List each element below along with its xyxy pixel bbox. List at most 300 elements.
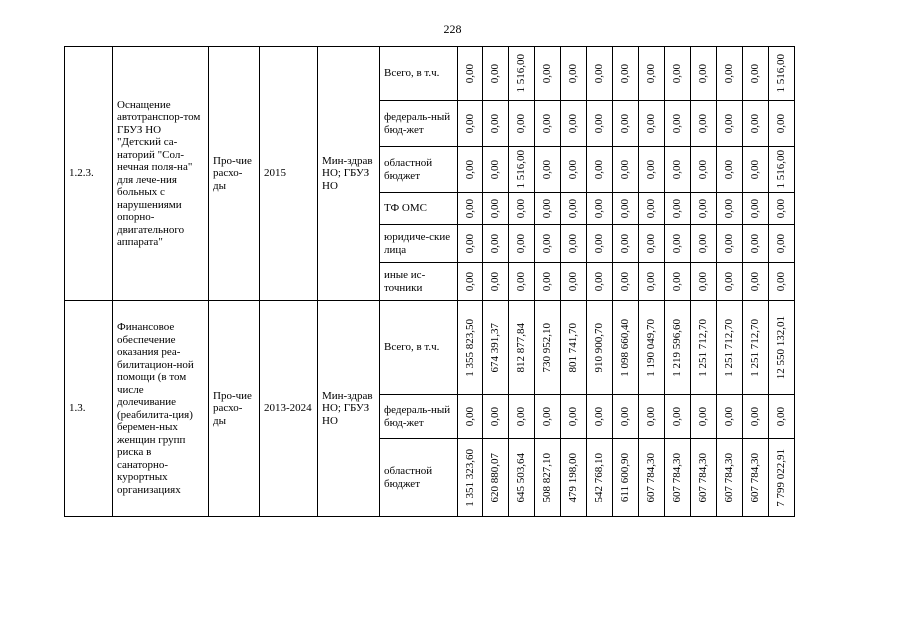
- value-text: 1 251 712,70: [697, 318, 710, 377]
- value-text: 0,00: [671, 406, 684, 427]
- value-wrap: [639, 114, 664, 133]
- value-cell: [509, 193, 535, 225]
- value-text: 0,00: [593, 198, 606, 219]
- value-cell: [535, 301, 561, 395]
- value-wrap: [587, 160, 612, 179]
- value-text: 0,00: [645, 233, 658, 254]
- value-text: 801 741,70: [567, 322, 580, 373]
- value-cell: [769, 47, 795, 101]
- value-text: 674 391,37: [489, 322, 502, 373]
- value-wrap: [691, 199, 716, 218]
- value-text: 812 877,84: [515, 322, 528, 373]
- value-cell: [665, 395, 691, 439]
- value-text: 0,00: [697, 233, 710, 254]
- value-cell: [483, 101, 509, 147]
- value-text: 0,00: [463, 113, 476, 134]
- value-wrap: [639, 160, 664, 179]
- page-number: 228: [443, 22, 462, 36]
- value-wrap: [561, 160, 586, 179]
- value-text: 0,00: [593, 406, 606, 427]
- value-text: 0,00: [541, 159, 554, 180]
- value-cell: [458, 301, 483, 395]
- value-wrap: [665, 199, 690, 218]
- value-text: 0,00: [567, 113, 580, 134]
- value-cell: [691, 263, 717, 301]
- value-text: 0,00: [723, 271, 736, 292]
- value-text: 0,00: [723, 233, 736, 254]
- value-text: 0,00: [515, 198, 528, 219]
- value-cell: [561, 395, 587, 439]
- value-text: 1 355 823,50: [463, 318, 476, 377]
- value-wrap: [639, 64, 664, 83]
- value-cell: [458, 147, 483, 193]
- value-wrap: [743, 199, 768, 218]
- value-text: 0,00: [463, 406, 476, 427]
- value-text: 0,00: [645, 271, 658, 292]
- value-wrap: [613, 319, 638, 377]
- value-text: 0,00: [749, 113, 762, 134]
- value-wrap: [743, 64, 768, 83]
- value-text: 0,00: [749, 63, 762, 84]
- value-cell: [587, 193, 613, 225]
- value-wrap: [561, 272, 586, 291]
- value-wrap: [535, 323, 560, 373]
- value-text: 1 516,00: [775, 150, 788, 189]
- value-text: 0,00: [567, 406, 580, 427]
- value-text: 0,00: [697, 198, 710, 219]
- value-cell: [691, 439, 717, 517]
- value-wrap: [769, 150, 794, 189]
- value-cell: [613, 225, 639, 263]
- value-cell: [691, 101, 717, 147]
- value-wrap: [769, 316, 794, 379]
- value-text: 0,00: [463, 63, 476, 84]
- funding-source: юридиче-ские лица: [380, 225, 458, 263]
- value-text: 0,00: [567, 233, 580, 254]
- value-wrap: [587, 114, 612, 133]
- value-wrap: [639, 272, 664, 291]
- value-wrap: [458, 449, 482, 507]
- value-cell: [691, 147, 717, 193]
- value-cell: [717, 395, 743, 439]
- value-text: 0,00: [489, 198, 502, 219]
- value-cell: [509, 147, 535, 193]
- value-text: 0,00: [645, 406, 658, 427]
- value-text: 0,00: [489, 159, 502, 180]
- value-text: 0,00: [489, 113, 502, 134]
- value-wrap: [483, 234, 508, 253]
- value-wrap: [561, 407, 586, 426]
- value-text: 607 784,30: [697, 452, 710, 503]
- value-cell: [717, 263, 743, 301]
- value-cell: [613, 395, 639, 439]
- value-text: 0,00: [645, 113, 658, 134]
- value-cell: [509, 301, 535, 395]
- value-wrap: [561, 323, 586, 373]
- value-wrap: [691, 114, 716, 133]
- value-wrap: [561, 114, 586, 133]
- value-wrap: [613, 114, 638, 133]
- value-cell: [458, 439, 483, 517]
- value-cell: [769, 193, 795, 225]
- value-text: 0,00: [697, 113, 710, 134]
- value-text: 0,00: [541, 233, 554, 254]
- value-cell: [665, 263, 691, 301]
- value-wrap: [535, 64, 560, 83]
- table-body: [65, 47, 795, 517]
- value-wrap: [639, 407, 664, 426]
- value-wrap: [509, 54, 534, 93]
- value-text: 0,00: [541, 63, 554, 84]
- table-row: [65, 301, 795, 395]
- value-cell: [535, 395, 561, 439]
- value-text: 0,00: [541, 113, 554, 134]
- value-wrap: [587, 272, 612, 291]
- value-cell: [743, 263, 769, 301]
- value-wrap: [458, 160, 482, 179]
- value-wrap: [665, 272, 690, 291]
- value-cell: [561, 439, 587, 517]
- value-wrap: [509, 323, 534, 373]
- value-text: 1 351 323,60: [463, 448, 476, 507]
- value-text: 645 503,64: [515, 452, 528, 503]
- value-wrap: [535, 114, 560, 133]
- value-cell: [509, 439, 535, 517]
- value-text: 0,00: [697, 159, 710, 180]
- value-text: 0,00: [723, 159, 736, 180]
- value-cell: [613, 263, 639, 301]
- value-text: 0,00: [775, 233, 788, 254]
- value-wrap: [509, 199, 534, 218]
- funding-source: иные ис-точники: [380, 263, 458, 301]
- value-wrap: [665, 407, 690, 426]
- value-wrap: [639, 234, 664, 253]
- value-wrap: [717, 407, 742, 426]
- value-wrap: [613, 64, 638, 83]
- value-cell: [665, 147, 691, 193]
- value-cell: [639, 193, 665, 225]
- value-text: 0,00: [541, 198, 554, 219]
- value-cell: [639, 301, 665, 395]
- value-text: 1 251 712,70: [723, 318, 736, 377]
- value-wrap: [639, 319, 664, 377]
- value-text: 0,00: [723, 113, 736, 134]
- value-text: 0,00: [749, 271, 762, 292]
- value-wrap: [483, 272, 508, 291]
- value-text: 0,00: [645, 198, 658, 219]
- value-cell: [458, 47, 483, 101]
- value-cell: [509, 47, 535, 101]
- value-cell: [535, 193, 561, 225]
- value-text: 0,00: [541, 406, 554, 427]
- value-cell: [561, 225, 587, 263]
- value-cell: [769, 439, 795, 517]
- value-wrap: [587, 453, 612, 503]
- value-wrap: [587, 64, 612, 83]
- value-text: 0,00: [463, 159, 476, 180]
- value-text: 0,00: [749, 406, 762, 427]
- value-cell: [717, 225, 743, 263]
- value-wrap: [483, 64, 508, 83]
- value-cell: [613, 101, 639, 147]
- value-wrap: [717, 114, 742, 133]
- value-wrap: [691, 160, 716, 179]
- value-cell: [665, 225, 691, 263]
- funding-source: областной бюджет: [380, 147, 458, 193]
- value-wrap: [509, 407, 534, 426]
- table-row: [65, 47, 795, 101]
- value-text: 0,00: [619, 113, 632, 134]
- expense-type: Про-чие расхо-ды: [209, 301, 260, 517]
- value-text: 1 190 049,70: [645, 318, 658, 377]
- value-wrap: [483, 407, 508, 426]
- value-text: 0,00: [515, 113, 528, 134]
- value-wrap: [561, 234, 586, 253]
- value-text: 0,00: [671, 198, 684, 219]
- value-cell: [535, 225, 561, 263]
- value-cell: [639, 439, 665, 517]
- value-wrap: [587, 234, 612, 253]
- value-cell: [665, 101, 691, 147]
- value-text: 0,00: [775, 198, 788, 219]
- value-text: 0,00: [593, 271, 606, 292]
- value-cell: [483, 301, 509, 395]
- expense-type: Про-чие расхо-ды: [209, 47, 260, 301]
- value-cell: [458, 395, 483, 439]
- value-wrap: [509, 453, 534, 503]
- value-text: 7 799 022,91: [775, 448, 788, 507]
- value-wrap: [769, 114, 794, 133]
- value-cell: [639, 225, 665, 263]
- value-wrap: [483, 453, 508, 503]
- value-wrap: [483, 199, 508, 218]
- value-cell: [717, 47, 743, 101]
- value-cell: [458, 193, 483, 225]
- value-text: 0,00: [593, 159, 606, 180]
- value-cell: [587, 395, 613, 439]
- executor: Мин-здрав НО; ГБУЗ НО: [318, 301, 380, 517]
- value-cell: [743, 301, 769, 395]
- value-cell: [613, 439, 639, 517]
- value-cell: [717, 193, 743, 225]
- value-cell: [665, 439, 691, 517]
- value-text: 0,00: [593, 113, 606, 134]
- value-cell: [613, 147, 639, 193]
- value-wrap: [587, 199, 612, 218]
- funding-source: областной бюджет: [380, 439, 458, 517]
- value-cell: [639, 147, 665, 193]
- value-wrap: [535, 407, 560, 426]
- funding-source: Всего, в т.ч.: [380, 47, 458, 101]
- executor: Мин-здрав НО; ГБУЗ НО: [318, 47, 380, 301]
- item-code: 1.3.: [65, 301, 113, 517]
- value-cell: [509, 395, 535, 439]
- value-text: 0,00: [619, 406, 632, 427]
- value-text: 1 219 596,60: [671, 318, 684, 377]
- value-text: 0,00: [515, 233, 528, 254]
- value-text: 0,00: [541, 271, 554, 292]
- value-cell: [691, 301, 717, 395]
- value-wrap: [691, 272, 716, 291]
- value-wrap: [665, 453, 690, 503]
- value-wrap: [458, 234, 482, 253]
- value-wrap: [665, 160, 690, 179]
- value-text: 12 550 132,01: [775, 315, 788, 380]
- value-cell: [613, 193, 639, 225]
- value-wrap: [769, 234, 794, 253]
- value-text: 0,00: [593, 63, 606, 84]
- value-wrap: [665, 64, 690, 83]
- value-cell: [743, 47, 769, 101]
- value-cell: [691, 47, 717, 101]
- value-text: 508 827,10: [541, 452, 554, 503]
- value-wrap: [613, 407, 638, 426]
- value-cell: [535, 147, 561, 193]
- value-wrap: [691, 319, 716, 377]
- value-text: 0,00: [463, 233, 476, 254]
- value-wrap: [769, 407, 794, 426]
- budget-table: [64, 46, 795, 517]
- value-cell: [483, 47, 509, 101]
- value-wrap: [509, 234, 534, 253]
- value-text: 0,00: [723, 198, 736, 219]
- value-text: 0,00: [723, 63, 736, 84]
- value-cell: [743, 439, 769, 517]
- value-cell: [639, 101, 665, 147]
- value-cell: [743, 147, 769, 193]
- value-cell: [665, 193, 691, 225]
- value-wrap: [639, 199, 664, 218]
- value-text: 0,00: [645, 159, 658, 180]
- value-wrap: [613, 234, 638, 253]
- value-text: 0,00: [515, 271, 528, 292]
- value-wrap: [691, 234, 716, 253]
- value-text: 0,00: [489, 406, 502, 427]
- value-text: 0,00: [463, 198, 476, 219]
- value-text: 0,00: [619, 198, 632, 219]
- value-cell: [613, 47, 639, 101]
- value-wrap: [769, 199, 794, 218]
- funding-source: Всего, в т.ч.: [380, 301, 458, 395]
- value-text: 0,00: [671, 113, 684, 134]
- value-cell: [458, 263, 483, 301]
- value-cell: [509, 101, 535, 147]
- value-cell: [535, 263, 561, 301]
- value-wrap: [717, 319, 742, 377]
- value-cell: [665, 301, 691, 395]
- value-wrap: [613, 199, 638, 218]
- value-wrap: [691, 407, 716, 426]
- value-wrap: [561, 199, 586, 218]
- value-wrap: [535, 160, 560, 179]
- value-wrap: [743, 234, 768, 253]
- value-cell: [743, 193, 769, 225]
- value-cell: [769, 225, 795, 263]
- item-code: 1.2.3.: [65, 47, 113, 301]
- value-text: 1 516,00: [515, 54, 528, 93]
- value-wrap: [458, 319, 482, 377]
- value-text: 0,00: [749, 159, 762, 180]
- value-cell: [561, 301, 587, 395]
- value-wrap: [587, 323, 612, 373]
- value-text: 479 198,00: [567, 452, 580, 503]
- value-cell: [613, 301, 639, 395]
- value-text: 0,00: [489, 271, 502, 292]
- value-wrap: [509, 114, 534, 133]
- value-cell: [587, 263, 613, 301]
- value-cell: [458, 225, 483, 263]
- value-text: 607 784,30: [671, 452, 684, 503]
- value-wrap: [509, 150, 534, 189]
- value-wrap: [561, 64, 586, 83]
- value-wrap: [535, 272, 560, 291]
- value-wrap: [639, 453, 664, 503]
- value-text: 0,00: [671, 233, 684, 254]
- value-wrap: [458, 407, 482, 426]
- value-cell: [483, 395, 509, 439]
- value-text: 0,00: [671, 271, 684, 292]
- item-name: Финансовое обеспечение оказания реа-билитацион-ной помощи (в том числе долечивание (реабилита-ция) беремен-ных женщин групп риска в санаторно-курортных организациях: [113, 301, 209, 517]
- value-wrap: [691, 64, 716, 83]
- value-wrap: [458, 199, 482, 218]
- funding-source: ТФ ОМС: [380, 193, 458, 225]
- value-wrap: [743, 114, 768, 133]
- value-cell: [665, 47, 691, 101]
- value-text: 0,00: [775, 113, 788, 134]
- value-wrap: [535, 453, 560, 503]
- value-cell: [639, 395, 665, 439]
- value-cell: [769, 263, 795, 301]
- value-wrap: [535, 199, 560, 218]
- value-wrap: [458, 272, 482, 291]
- value-wrap: [509, 272, 534, 291]
- value-text: 0,00: [697, 63, 710, 84]
- value-cell: [561, 193, 587, 225]
- value-wrap: [717, 64, 742, 83]
- value-text: 0,00: [619, 159, 632, 180]
- value-cell: [769, 101, 795, 147]
- value-text: 730 952,10: [541, 322, 554, 373]
- value-text: 607 784,30: [749, 452, 762, 503]
- value-cell: [587, 47, 613, 101]
- value-text: 0,00: [645, 63, 658, 84]
- value-cell: [561, 47, 587, 101]
- value-wrap: [769, 272, 794, 291]
- value-text: 0,00: [619, 271, 632, 292]
- value-text: 0,00: [619, 233, 632, 254]
- value-wrap: [483, 114, 508, 133]
- value-wrap: [743, 272, 768, 291]
- value-wrap: [717, 160, 742, 179]
- value-wrap: [717, 453, 742, 503]
- value-text: 0,00: [515, 406, 528, 427]
- value-cell: [535, 47, 561, 101]
- value-cell: [691, 225, 717, 263]
- value-text: 620 880,07: [489, 452, 502, 503]
- value-cell: [587, 147, 613, 193]
- value-wrap: [613, 453, 638, 502]
- value-wrap: [769, 54, 794, 93]
- value-text: 0,00: [697, 406, 710, 427]
- value-wrap: [483, 160, 508, 179]
- value-wrap: [535, 234, 560, 253]
- value-wrap: [717, 234, 742, 253]
- value-text: 0,00: [619, 63, 632, 84]
- value-wrap: [743, 160, 768, 179]
- value-cell: [587, 101, 613, 147]
- value-text: 0,00: [697, 271, 710, 292]
- value-text: 0,00: [775, 406, 788, 427]
